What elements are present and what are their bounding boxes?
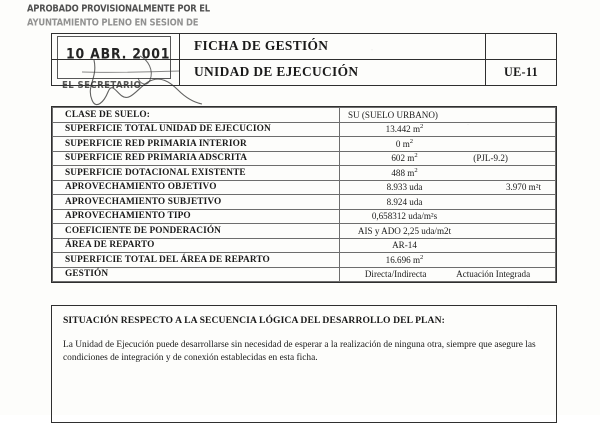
row-value-text (340, 139, 555, 149)
row-label: CLASE DE SUELO: (53, 108, 340, 123)
table-row (53, 122, 556, 137)
stamp-date: 10 ABR. 2001 (66, 45, 171, 62)
table-row (53, 209, 556, 224)
row-value-number: AIS y ADO 2,25 uda/m2t (357, 225, 452, 236)
row-value (340, 180, 556, 195)
row-value (340, 122, 556, 137)
row-value-text (340, 153, 555, 163)
row-label: APROVECHAMIENTO TIPO (53, 209, 340, 224)
row-value-number: 16.696 m (385, 254, 421, 265)
row-value-number: SU (SUELO URBANO) (348, 109, 438, 120)
row-value (340, 224, 556, 239)
row-label: APROVECHAMIENTO OBJETIVO (53, 180, 340, 195)
unit-exponent: 2 (409, 137, 414, 145)
row-value-text (340, 211, 555, 221)
approval-stamp-line2: AYUNTAMIENTO PLENO EN SESION DE (27, 15, 199, 28)
row-value-number: 13.442 m (385, 124, 421, 135)
row-value-number: 488 m (391, 167, 415, 178)
table-row (53, 137, 556, 152)
row-value (340, 267, 556, 282)
approval-stamp-text (27, 2, 257, 29)
row-value-number: 8.933 uda (386, 182, 423, 193)
row-value-option: Directa/Indirecta (364, 269, 427, 280)
row-value-option: Actuación Integrada (456, 269, 531, 280)
table-row (53, 267, 556, 282)
row-value-number: 8.924 uda (386, 196, 423, 207)
data-table-body (53, 108, 556, 282)
table-row (53, 253, 556, 268)
row-value-text (340, 168, 555, 178)
table-row (53, 238, 556, 253)
row-value-text (340, 240, 555, 250)
table-row (53, 224, 556, 239)
unit-exponent: 2 (414, 152, 418, 160)
stamp-secretary-label: EL SECRETARIO (62, 80, 142, 92)
row-value (340, 166, 556, 181)
table-row (53, 180, 556, 195)
row-label: SUPERFICIE RED PRIMARIA INTERIOR (53, 137, 340, 152)
row-value (340, 209, 556, 224)
row-label: ÁREA DE REPARTO (53, 238, 340, 253)
row-value-text (340, 226, 555, 236)
situacion-note-title: SITUACIÓN RESPECTO A LA SECUENCIA LÓGICA DEL DESARROLLO DEL PLAN: (63, 315, 445, 326)
row-value-extra: 3.970 m²t (505, 182, 541, 193)
header-stamp-cell-lower (52, 60, 180, 86)
row-value-number: 0 m (395, 138, 410, 149)
row-value (340, 195, 556, 210)
header-table (51, 33, 557, 86)
row-value-text (340, 255, 555, 265)
situacion-note-box (51, 305, 557, 423)
header-code-cell-top (485, 34, 556, 59)
row-label: SUPERFICIE DOTACIONAL EXISTENTE (53, 166, 340, 181)
table-row (53, 195, 556, 210)
approval-stamp-line1: APROBADO PROVISIONALMENTE POR EL (27, 2, 210, 14)
row-label: GESTIÓN (53, 267, 340, 282)
header-unit-code: UE-11 (485, 60, 556, 86)
header-title-secondary: UNIDAD DE EJECUCIÓN (194, 64, 359, 80)
row-label: SUPERFICIE TOTAL DEL ÁREA DE REPARTO (53, 253, 340, 268)
row-value-text (340, 197, 555, 207)
row-value-number: 602 m (391, 153, 415, 164)
row-value-number: AR-14 (392, 240, 417, 251)
row-value-text (340, 110, 555, 120)
row-label: SUPERFICIE TOTAL UNIDAD DE EJECUCION (53, 122, 340, 137)
table-row (53, 151, 556, 166)
row-label: APROVECHAMIENTO SUBJETIVO (53, 195, 340, 210)
gestion-data-table (51, 106, 557, 283)
header-stamp-cell (52, 34, 180, 59)
situacion-note-body: La Unidad de Ejecución puede desarrollarse sin necesidad de esperar a la realización de ninguna otra, siempre que asegure las condiciones de integración y de conexión establecidas en esta ficha. (63, 340, 536, 363)
unit-exponent: 2 (420, 253, 424, 261)
unit-exponent: 2 (414, 166, 418, 174)
header-title-primary: FICHA DE GESTIÓN (194, 38, 329, 54)
row-value (340, 137, 556, 152)
row-value (340, 238, 556, 253)
header-row-ficha (52, 34, 556, 60)
table-row (53, 166, 556, 181)
row-label: COEFICIENTE DE PONDERACIÓN (53, 224, 340, 239)
row-value-number: 0,658312 uda/m²s (371, 211, 438, 222)
row-value-text (340, 124, 555, 134)
header-row-unidad (52, 60, 556, 86)
unit-exponent: 2 (420, 123, 424, 131)
row-value (340, 108, 556, 123)
row-value (340, 151, 556, 166)
data-table-element (52, 107, 556, 282)
row-value-note: (PJL-9.2) (473, 153, 508, 164)
row-value (340, 253, 556, 268)
table-row (53, 108, 556, 123)
row-label: SUPERFICIE RED PRIMARIA ADSCRITA (53, 151, 340, 166)
